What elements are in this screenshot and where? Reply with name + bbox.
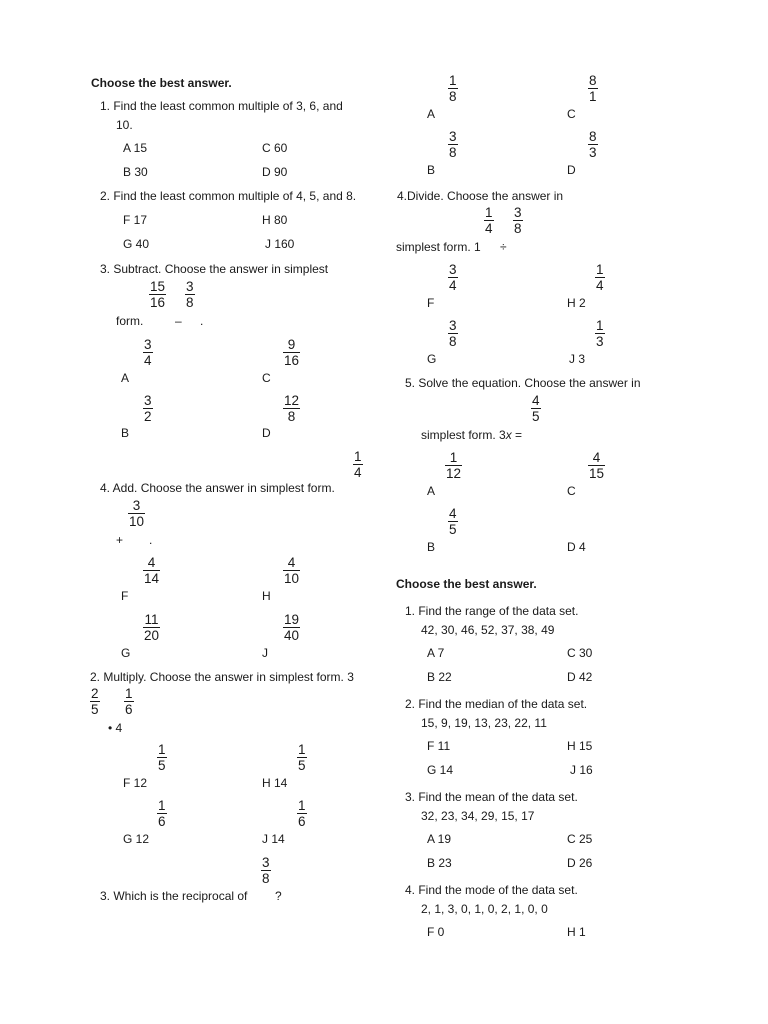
choice-a: A 15 [123, 141, 148, 155]
fraction-choice-c: $\frac{9}{16}$ [284, 337, 300, 368]
choice-letter: A [121, 371, 130, 385]
choice-c: C 60 [262, 141, 288, 155]
question-text: 2. Find the least common multiple of 4, 5, and 8. [100, 189, 357, 203]
fraction-choice-j: $\frac{1}{3}$ [596, 318, 604, 349]
question-text: form. [116, 314, 144, 328]
fraction-choice-f: $\frac{4}{14}$ [144, 555, 160, 586]
question-text: 5. Solve the equation. Choose the answer in [405, 376, 641, 390]
choice-letter: F [427, 296, 435, 310]
fraction-choice-b: $\frac{4}{5}$ [449, 506, 457, 537]
question-text: 1. Find the range of the data set. [405, 604, 579, 618]
fraction: $\frac{1}{6}$ [125, 686, 133, 717]
section-heading: Choose the best answer. [396, 577, 537, 591]
question-text: 10. [116, 118, 133, 132]
period: . [149, 533, 153, 547]
fraction-choice-h: $\frac{4}{10}$ [284, 555, 300, 586]
fraction-choice-j: $\frac{19}{40}$ [284, 612, 300, 643]
choice-letter: B [427, 163, 436, 177]
fraction-choice-a: $\frac{3}{4}$ [144, 337, 152, 368]
fraction-choice-c: $\frac{8}{1}$ [589, 73, 597, 104]
data-set: 2, 1, 3, 0, 1, 0, 2, 1, 0, 0 [421, 902, 548, 916]
choice-d: D 42 [567, 670, 593, 684]
fraction-choice-c: $\frac{4}{15}$ [589, 450, 605, 481]
question-text: 3. Find the mean of the data set. [405, 790, 578, 804]
choice-letter: D [567, 163, 576, 177]
fraction-choice-g: $\frac{11}{20}$ [144, 612, 160, 643]
choice-g: G 14 [427, 763, 454, 777]
fraction-choice-d: $\frac{12}{8}$ [284, 393, 300, 424]
fraction-choice-h: $\frac{1}{5}$ [298, 742, 306, 773]
fraction-choice-d: $\frac{8}{3}$ [589, 129, 597, 160]
choice-letter: H [262, 589, 271, 603]
fraction-choice-g: $\frac{3}{8}$ [449, 318, 457, 349]
choice-f: F 12 [123, 776, 148, 790]
fraction-choice-b: $\frac{3}{2}$ [144, 393, 152, 424]
choice-letter: B [427, 540, 436, 554]
choice-b: B 30 [123, 165, 148, 179]
choice-d: D 4 [567, 540, 586, 554]
fraction: $\frac{15}{16}$ [150, 279, 166, 310]
choice-b: B 23 [427, 856, 452, 870]
choice-letter: F [121, 589, 129, 603]
fraction: $\frac{2}{5}$ [91, 686, 99, 717]
fraction-choice-h: $\frac{1}{4}$ [596, 262, 604, 293]
data-set: 32, 23, 34, 29, 15, 17 [421, 809, 535, 823]
choice-f: F 17 [123, 213, 148, 227]
choice-d: D 90 [262, 165, 288, 179]
operator: – [175, 314, 182, 328]
question-text: simplest form. 1 [396, 240, 481, 254]
fraction-choice-a: $\frac{1}{12}$ [446, 450, 462, 481]
choice-g: G 40 [123, 237, 150, 251]
question-text: 3. Subtract. Choose the answer in simplest [100, 262, 329, 276]
data-set: 42, 30, 46, 52, 37, 38, 49 [421, 623, 555, 637]
fraction: $\frac{4}{5}$ [532, 393, 540, 424]
choice-letter: G [427, 352, 437, 366]
question-text: 4. Find the mode of the data set. [405, 883, 578, 897]
choice-letter: A [427, 107, 436, 121]
choice-letter: J [262, 646, 268, 660]
question-text: 1. Find the least common multiple of 3, 6, and [100, 99, 343, 113]
fraction: $\frac{3}{8}$ [186, 279, 194, 310]
choice-g: G 12 [123, 832, 150, 846]
choice-c: C 30 [567, 646, 593, 660]
choice-d: D 26 [567, 856, 593, 870]
fraction-choice-b: $\frac{3}{8}$ [449, 129, 457, 160]
choice-h: H 14 [262, 776, 288, 790]
fraction-choice-f: $\frac{1}{5}$ [158, 742, 166, 773]
choice-letter: G [121, 646, 131, 660]
question-text: 4. Add. Choose the answer in simplest form. [100, 481, 335, 495]
operator: + [116, 533, 124, 547]
fraction: $\frac{3}{8}$ [262, 855, 270, 886]
question-mark: ? [275, 889, 282, 903]
operator: ÷ [500, 240, 507, 254]
choice-h: H 80 [262, 213, 288, 227]
choice-j: J 16 [570, 763, 593, 777]
fraction: $\frac{3}{10}$ [129, 498, 145, 529]
fraction: $\frac{1}{4}$ [485, 205, 493, 236]
question-text: 4.Divide. Choose the answer in [397, 189, 564, 203]
question-text: simplest form. 3x = [421, 428, 523, 442]
choice-f: F 0 [427, 925, 445, 939]
choice-b: B 22 [427, 670, 452, 684]
choice-a: A 19 [427, 832, 452, 846]
choice-h: H 2 [567, 296, 586, 310]
choice-letter: A [427, 484, 436, 498]
choice-j: J 160 [265, 237, 295, 251]
fraction: $\frac{3}{8}$ [514, 205, 522, 236]
choice-letter: B [121, 426, 130, 440]
choice-letter: C [262, 371, 271, 385]
fraction-choice-a: $\frac{1}{8}$ [449, 73, 457, 104]
question-text: 2. Find the median of the data set. [405, 697, 588, 711]
question-text: • 4 [108, 721, 123, 735]
choice-letter: D [262, 426, 271, 440]
fraction-choice-f: $\frac{3}{4}$ [449, 262, 457, 293]
choice-j: J 14 [262, 832, 285, 846]
choice-letter: C [567, 107, 576, 121]
choice-j: J 3 [569, 352, 586, 366]
choice-c: C 25 [567, 832, 593, 846]
choice-a: A 7 [427, 646, 445, 660]
choice-letter: C [567, 484, 576, 498]
fraction-choice-g: $\frac{1}{6}$ [158, 798, 166, 829]
choice-h: H 15 [567, 739, 593, 753]
fraction-choice-j: $\frac{1}{6}$ [298, 798, 306, 829]
question-text: 2. Multiply. Choose the answer in simplest form. 3 [90, 670, 354, 684]
choice-h: H 1 [567, 925, 586, 939]
choice-f: F 11 [427, 739, 451, 753]
question-text: 3. Which is the reciprocal of [100, 889, 248, 903]
data-set: 15, 9, 19, 13, 23, 22, 11 [421, 716, 547, 730]
fraction: $\frac{1}{4}$ [354, 449, 362, 480]
section-heading: Choose the best answer. [91, 76, 232, 90]
period: . [200, 314, 204, 328]
